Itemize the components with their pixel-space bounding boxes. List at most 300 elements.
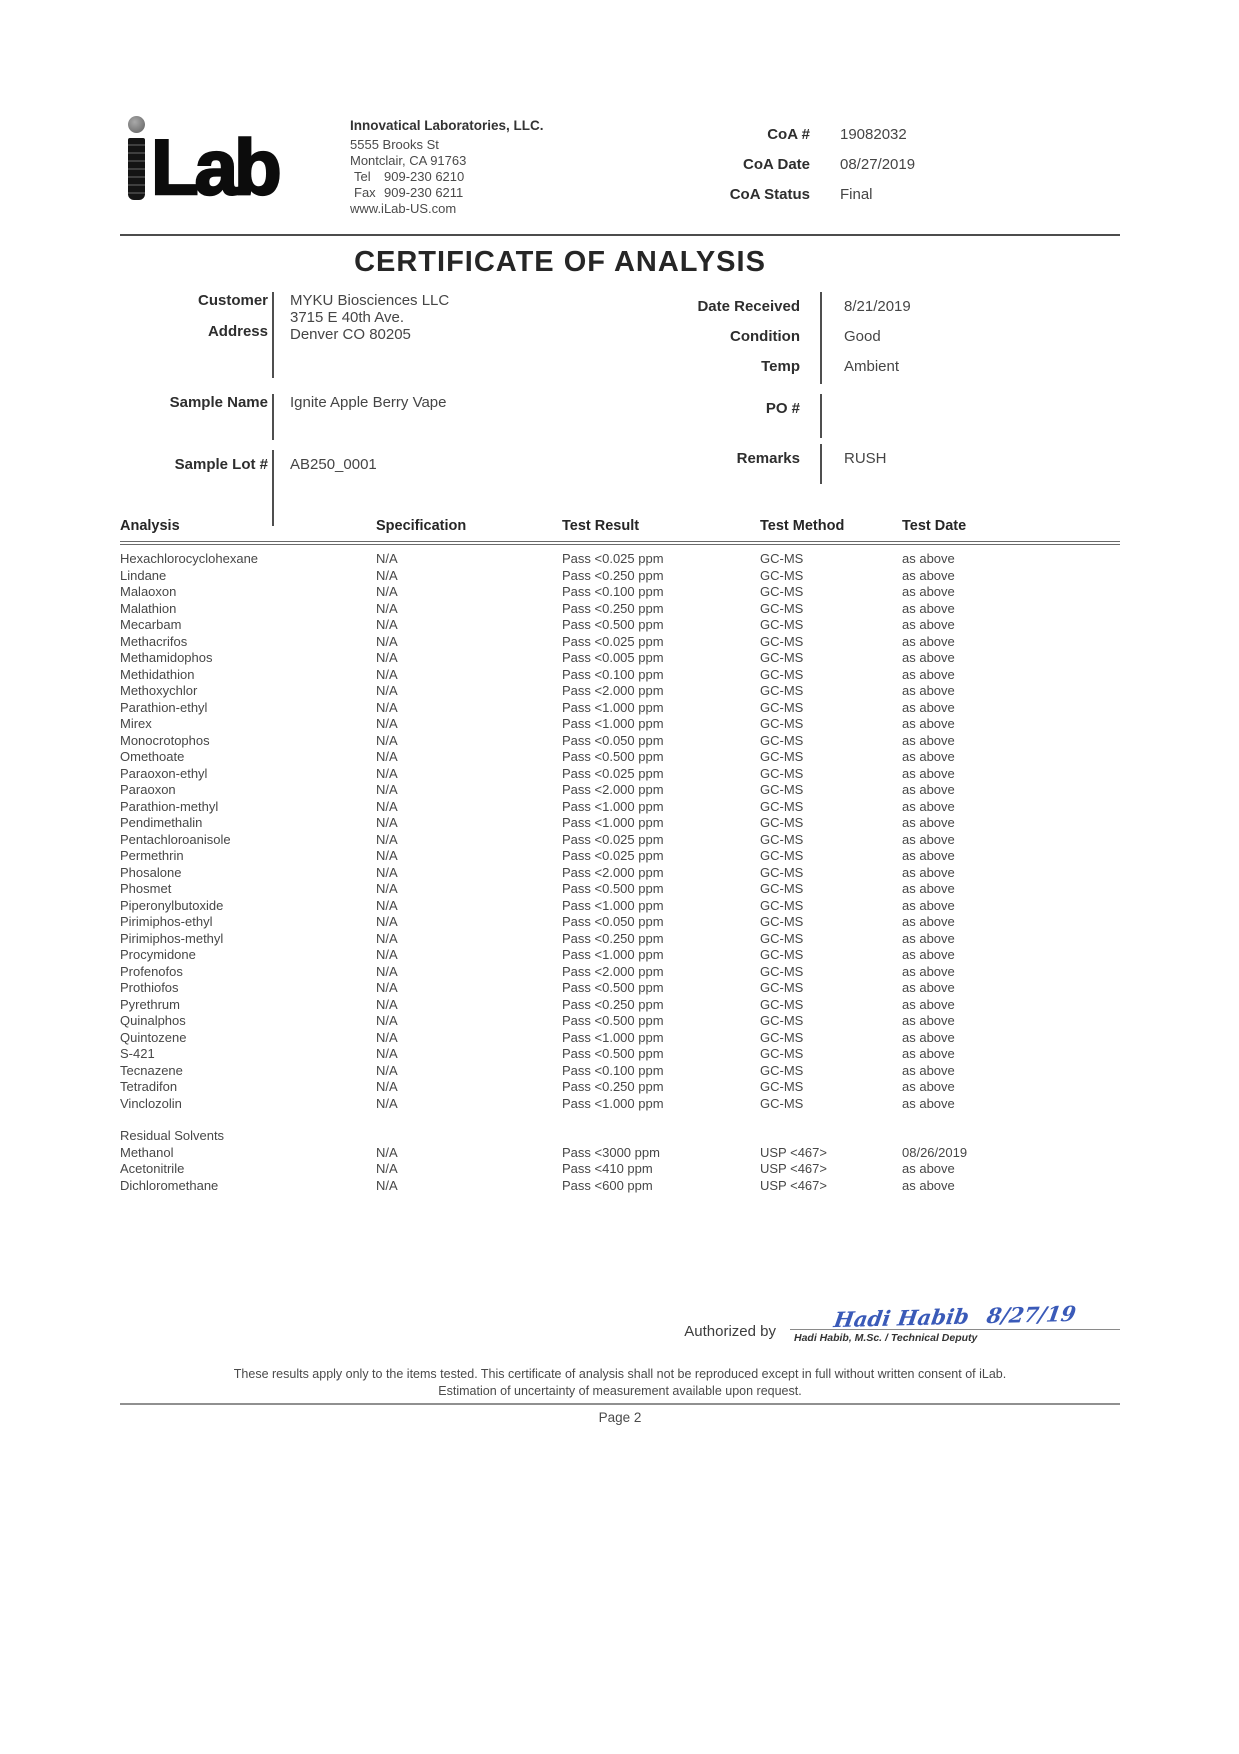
coa-date-value: 08/27/2019 <box>840 156 916 173</box>
temp-label: Temp <box>761 358 800 375</box>
cell-test-method: GC-MS <box>760 1095 804 1111</box>
cell-specification: N/A <box>376 584 398 599</box>
footer-divider <box>120 1403 1120 1405</box>
table-row <box>120 914 1120 931</box>
cell-test-result: Pass <0.050 ppm <box>562 914 664 929</box>
cell-analysis: Prothiofos <box>120 980 179 995</box>
table-row <box>120 1046 1120 1063</box>
coa-status-label: CoA Status <box>729 186 810 203</box>
cell-test-result: Pass <2.000 ppm <box>562 864 664 880</box>
logo-dot-icon <box>128 116 145 133</box>
cell-specification: N/A <box>376 749 398 764</box>
cell-test-method: GC-MS <box>760 765 804 781</box>
cell-specification: N/A <box>376 600 398 616</box>
cell-test-result: Pass <0.025 ppm <box>562 848 664 863</box>
cell-analysis: Pendimethalin <box>120 815 203 830</box>
po-block <box>660 394 1120 438</box>
cell-analysis: Profenofos <box>120 963 183 979</box>
cell-test-result: Pass <1.000 ppm <box>562 1029 664 1045</box>
cell-test-date: as above <box>902 765 955 781</box>
remarks-block <box>660 444 1120 484</box>
authorization-section <box>120 1300 1120 1344</box>
cell-test-method: GC-MS <box>760 1079 804 1094</box>
cell-test-date: as above <box>902 584 955 599</box>
cell-test-date: as above <box>902 897 955 913</box>
cell-specification: N/A <box>376 567 398 583</box>
address-label: Address <box>207 323 268 340</box>
cell-test-date: as above <box>902 963 955 979</box>
cell-specification: N/A <box>376 848 398 863</box>
cell-specification: N/A <box>376 699 398 715</box>
customer-name: MYKU Biosciences LLC <box>290 292 450 309</box>
cell-test-method: GC-MS <box>760 881 804 896</box>
table-row <box>120 650 1120 667</box>
col-test-result: Test Result <box>562 518 760 543</box>
cell-analysis: Methanol <box>120 1144 174 1160</box>
cell-test-method: GC-MS <box>760 699 804 715</box>
cell-test-result: Pass <0.250 ppm <box>562 600 664 616</box>
cell-analysis: Dichloromethane <box>120 1177 219 1193</box>
cell-test-method: USP <467> <box>760 1144 827 1160</box>
document-header <box>120 108 1120 232</box>
cell-test-result <box>562 1112 760 1128</box>
cell-specification: N/A <box>376 617 398 632</box>
sample-info-section <box>120 292 1120 512</box>
cell-specification: N/A <box>376 1161 398 1176</box>
cell-analysis: Pyrethrum <box>120 996 180 1012</box>
cell-test-method: GC-MS <box>760 1029 804 1045</box>
cell-test-result: Pass <0.025 ppm <box>562 551 664 566</box>
temp-value: Ambient <box>844 358 900 375</box>
cell-specification <box>376 1112 562 1128</box>
receiving-block <box>660 292 1120 384</box>
cell-test-result: Pass <0.025 ppm <box>562 831 664 847</box>
cell-analysis: Omethoate <box>120 749 185 764</box>
table-row <box>120 1013 1120 1030</box>
cell-test-result: Pass <0.250 ppm <box>562 1079 664 1094</box>
cell-test-date: as above <box>902 732 955 748</box>
coa-meta-block <box>640 120 1060 210</box>
po-value <box>820 394 1120 438</box>
cell-test-method: GC-MS <box>760 551 804 566</box>
cell-analysis: Paraoxon-ethyl <box>120 765 208 781</box>
cell-specification: N/A <box>376 798 398 814</box>
cell-analysis: Mecarbam <box>120 617 182 632</box>
cell-test-date: as above <box>902 699 955 715</box>
ilab-logo <box>128 116 278 212</box>
coa-number-label: CoA # <box>767 126 810 143</box>
cell-test-date: as above <box>902 1046 955 1061</box>
col-test-date: Test Date <box>902 518 1120 543</box>
cell-specification: N/A <box>376 633 398 649</box>
date-received-value: 8/21/2019 <box>844 298 911 315</box>
lab-address-line1: 5555 Brooks St <box>350 137 439 152</box>
cell-test-method: GC-MS <box>760 848 804 863</box>
cell-analysis: Pirimiphos-ethyl <box>120 914 213 929</box>
cell-test-method: GC-MS <box>760 947 804 962</box>
cell-test-result: Pass <0.500 ppm <box>562 881 664 896</box>
lab-contact-block <box>350 118 544 217</box>
table-row <box>120 1079 1120 1096</box>
table-row <box>120 568 1120 585</box>
cell-test-date: as above <box>902 633 955 649</box>
cell-analysis: Residual Solvents <box>120 1128 225 1143</box>
cell-analysis: Malaoxon <box>120 584 177 599</box>
cell-test-method: GC-MS <box>760 798 804 814</box>
logo-testtube-icon <box>128 116 145 200</box>
cell-specification: N/A <box>376 914 398 929</box>
cell-test-date: as above <box>902 980 955 995</box>
table-row <box>120 931 1120 948</box>
signature-block <box>790 1300 1120 1344</box>
customer-address-line1: 3715 E 40th Ave. <box>290 309 404 326</box>
cell-test-result: Pass <1.000 ppm <box>562 716 664 731</box>
tel-label: Tel <box>354 169 371 184</box>
cell-analysis <box>120 1112 376 1128</box>
cell-test-date: as above <box>902 1177 955 1193</box>
table-row <box>120 634 1120 651</box>
cell-specification <box>376 1128 562 1145</box>
authorized-by-label: Authorized by <box>684 1323 776 1340</box>
cell-test-date: as above <box>902 551 955 566</box>
cell-test-result: Pass <0.500 ppm <box>562 980 664 995</box>
table-row <box>120 1161 1120 1178</box>
cell-test-method: GC-MS <box>760 749 804 764</box>
cell-test-result <box>562 1128 760 1145</box>
cell-specification: N/A <box>376 716 398 731</box>
table-row <box>120 782 1120 799</box>
col-analysis: Analysis <box>120 518 376 543</box>
cell-test-method: GC-MS <box>760 567 804 583</box>
cell-specification: N/A <box>376 815 398 830</box>
cell-test-method: GC-MS <box>760 782 804 797</box>
cell-analysis: Methidathion <box>120 666 195 682</box>
cell-test-date <box>902 1128 1120 1145</box>
cell-test-result: Pass <2.000 ppm <box>562 963 664 979</box>
cell-test-date: as above <box>902 848 955 863</box>
cell-test-result: Pass <0.100 ppm <box>562 1062 664 1078</box>
cell-test-result: Pass <0.025 ppm <box>562 765 664 781</box>
table-row <box>120 898 1120 915</box>
cell-test-method: GC-MS <box>760 584 804 599</box>
cell-test-result: Pass <0.250 ppm <box>562 930 664 946</box>
cell-analysis: Paraoxon <box>120 782 176 797</box>
cell-specification: N/A <box>376 1062 398 1078</box>
cell-test-date: as above <box>902 716 955 731</box>
cell-test-date: as above <box>902 617 955 632</box>
cell-specification: N/A <box>376 980 398 995</box>
results-table-body <box>120 543 1120 1194</box>
table-row <box>120 584 1120 601</box>
cell-test-date: as above <box>902 1095 955 1111</box>
cell-analysis: Vinclozolin <box>120 1095 182 1111</box>
cell-analysis: Pirimiphos-methyl <box>120 930 224 946</box>
cell-test-method: GC-MS <box>760 617 804 632</box>
cell-specification: N/A <box>376 947 398 962</box>
cell-test-date: as above <box>902 798 955 814</box>
cell-specification: N/A <box>376 1079 398 1094</box>
coa-date-row <box>640 150 1060 180</box>
cell-analysis: Tetradifon <box>120 1079 178 1094</box>
cell-test-date: as above <box>902 815 955 830</box>
cell-test-method: GC-MS <box>760 897 804 913</box>
cell-test-method: GC-MS <box>760 732 804 748</box>
cell-test-date: as above <box>902 831 955 847</box>
cell-test-method <box>760 1112 902 1128</box>
signature-date-script: 8/27/19 <box>985 1300 1078 1329</box>
results-table <box>120 518 1120 1194</box>
page-title: CERTIFICATE OF ANALYSIS <box>354 246 766 278</box>
cell-analysis: Parathion-methyl <box>120 798 219 814</box>
cell-test-result: Pass <1.000 ppm <box>562 897 664 913</box>
cell-specification: N/A <box>376 864 398 880</box>
table-row <box>120 601 1120 618</box>
cell-test-method: USP <467> <box>760 1177 827 1193</box>
remarks-label: Remarks <box>736 450 800 467</box>
cell-specification: N/A <box>376 831 398 847</box>
cell-analysis: Mirex <box>120 716 152 731</box>
cell-test-date: as above <box>902 600 955 616</box>
table-row <box>120 964 1120 981</box>
col-specification: Specification <box>376 518 562 543</box>
col-test-method: Test Method <box>760 518 902 543</box>
cell-analysis: Permethrin <box>120 848 184 863</box>
customer-label: Customer <box>197 292 268 309</box>
cell-analysis: Quintozene <box>120 1029 187 1045</box>
cell-test-method: GC-MS <box>760 666 804 682</box>
cell-test-result: Pass <3000 ppm <box>562 1144 660 1160</box>
cell-test-result: Pass <410 ppm <box>562 1161 653 1176</box>
cell-test-date: as above <box>902 650 955 665</box>
table-row <box>120 1112 1120 1128</box>
coa-status-value: Final <box>840 186 873 203</box>
cell-test-result: Pass <0.500 ppm <box>562 749 664 764</box>
cell-test-result: Pass <1.000 ppm <box>562 1095 664 1111</box>
disclaimer-line2: Estimation of uncertainty of measurement available upon request. <box>438 1384 802 1398</box>
table-row <box>120 683 1120 700</box>
cell-test-method: GC-MS <box>760 980 804 995</box>
sample-lot-label: Sample Lot # <box>174 456 268 473</box>
cell-test-method: GC-MS <box>760 930 804 946</box>
customer-address-block <box>120 292 590 378</box>
table-row <box>120 815 1120 832</box>
cell-specification: N/A <box>376 1029 398 1045</box>
lab-company-name: Innovatical Laboratories, LLC. <box>350 118 544 133</box>
cell-test-result: Pass <0.500 ppm <box>562 617 664 632</box>
lab-tel-row <box>350 169 544 185</box>
table-header-row <box>120 518 1120 543</box>
table-row <box>120 947 1120 964</box>
cell-test-date: as above <box>902 996 955 1012</box>
cell-test-date: as above <box>902 1062 955 1078</box>
cell-analysis: Phosalone <box>120 864 182 880</box>
cell-test-date: as above <box>902 749 955 764</box>
cell-analysis: Procymidone <box>120 947 196 962</box>
cell-test-date: as above <box>902 782 955 797</box>
cell-test-date: as above <box>902 666 955 682</box>
cell-test-date: as above <box>902 914 955 929</box>
table-row <box>120 1178 1120 1195</box>
header-divider <box>120 234 1120 236</box>
cell-analysis: Piperonylbutoxide <box>120 897 224 913</box>
cell-specification: N/A <box>376 1095 398 1111</box>
cell-analysis: Acetonitrile <box>120 1161 185 1176</box>
sample-name-label: Sample Name <box>169 394 268 411</box>
signatory-title: Hadi Habib, M.Sc. / Technical Deputy <box>794 1332 978 1344</box>
table-row <box>120 543 1120 568</box>
table-row <box>120 980 1120 997</box>
cell-specification: N/A <box>376 732 398 748</box>
cell-specification: N/A <box>376 1144 398 1160</box>
table-row <box>120 1063 1120 1080</box>
cell-analysis: Tecnazene <box>120 1062 183 1078</box>
sample-lot-value: AB250_0001 <box>272 450 590 526</box>
cell-specification: N/A <box>376 666 398 682</box>
table-row <box>120 766 1120 783</box>
cell-test-method: GC-MS <box>760 600 804 616</box>
cell-specification: N/A <box>376 551 398 566</box>
lab-address-line2: Montclair, CA 91763 <box>350 153 467 168</box>
cell-test-date <box>902 1112 1120 1128</box>
table-row <box>120 1030 1120 1047</box>
sample-name-block <box>120 394 590 440</box>
cell-test-result: Pass <2.000 ppm <box>562 683 664 698</box>
table-row <box>120 700 1120 717</box>
cell-test-method: GC-MS <box>760 963 804 979</box>
remarks-value: RUSH <box>820 444 1120 484</box>
cell-test-result: Pass <0.025 ppm <box>562 633 664 649</box>
cell-test-date: as above <box>902 947 955 962</box>
coa-number-value: 19082032 <box>840 126 907 143</box>
lab-fax-row <box>350 185 544 201</box>
cell-analysis: S-421 <box>120 1046 155 1061</box>
cell-test-date: 08/26/2019 <box>902 1144 968 1160</box>
condition-label: Condition <box>730 328 800 345</box>
cell-analysis: Hexachlorocyclohexane <box>120 551 259 566</box>
cell-specification: N/A <box>376 782 398 797</box>
cell-test-result: Pass <0.500 ppm <box>562 1046 664 1061</box>
cell-test-date: as above <box>902 864 955 880</box>
cell-specification: N/A <box>376 930 398 946</box>
table-row <box>120 617 1120 634</box>
cell-analysis: Lindane <box>120 567 167 583</box>
receiving-info-column <box>660 292 1120 484</box>
table-row <box>120 733 1120 750</box>
table-row <box>120 1128 1120 1145</box>
coa-date-label: CoA Date <box>743 156 810 173</box>
cell-specification: N/A <box>376 897 398 913</box>
coa-status-row <box>640 180 1060 210</box>
signature-name-script: Hadi Habib <box>832 1303 971 1333</box>
lab-website: www.iLab-US.com <box>350 201 457 216</box>
customer-address-line2: Denver CO 80205 <box>290 326 411 343</box>
cell-test-method: GC-MS <box>760 716 804 731</box>
cell-test-result: Pass <0.100 ppm <box>562 584 664 599</box>
cell-test-date: as above <box>902 683 955 698</box>
cell-specification: N/A <box>376 1177 398 1193</box>
table-row <box>120 848 1120 865</box>
sample-lot-block <box>120 450 590 526</box>
cell-test-method: GC-MS <box>760 1013 804 1028</box>
table-row <box>120 799 1120 816</box>
cell-specification: N/A <box>376 996 398 1012</box>
cell-analysis: Pentachloroanisole <box>120 831 231 847</box>
cell-test-date: as above <box>902 930 955 946</box>
cell-test-result: Pass <600 ppm <box>562 1177 653 1193</box>
cell-test-result: Pass <1.000 ppm <box>562 815 664 830</box>
sample-name-value: Ignite Apple Berry Vape <box>272 394 590 440</box>
cell-test-date: as above <box>902 567 955 583</box>
condition-value: Good <box>844 328 881 345</box>
cell-specification: N/A <box>376 765 398 781</box>
cell-analysis: Methacrifos <box>120 633 188 649</box>
cell-test-result: Pass <0.250 ppm <box>562 996 664 1012</box>
cell-specification: N/A <box>376 1013 398 1028</box>
table-row <box>120 865 1120 882</box>
table-row <box>120 749 1120 766</box>
cell-test-method: GC-MS <box>760 650 804 665</box>
table-row <box>120 667 1120 684</box>
cell-test-result: Pass <0.005 ppm <box>562 650 664 665</box>
cell-test-method: GC-MS <box>760 815 804 830</box>
table-row <box>120 997 1120 1014</box>
page-number: Page 2 <box>598 1410 642 1425</box>
cell-test-method: USP <467> <box>760 1161 827 1176</box>
cell-test-result: Pass <0.250 ppm <box>562 567 664 583</box>
disclaimer-line1: These results apply only to the items tested. This certificate of analysis shall not be reproduced except in full without written consent of iLab. <box>233 1367 1007 1381</box>
cell-test-method: GC-MS <box>760 1046 804 1061</box>
cell-test-result: Pass <2.000 ppm <box>562 782 664 797</box>
document-footer <box>120 1366 1120 1425</box>
cell-test-method: GC-MS <box>760 633 804 649</box>
date-received-label: Date Received <box>697 298 800 315</box>
cell-test-method: GC-MS <box>760 683 804 698</box>
coa-number-row <box>640 120 1060 150</box>
cell-test-method: GC-MS <box>760 831 804 847</box>
cell-test-method <box>760 1128 902 1145</box>
cell-test-method: GC-MS <box>760 1062 804 1078</box>
logo-stem-icon <box>128 138 145 200</box>
customer-info-column <box>120 292 590 526</box>
cell-test-result: Pass <1.000 ppm <box>562 798 664 814</box>
fax-value: 909-230 6211 <box>384 185 464 200</box>
cell-specification: N/A <box>376 650 398 665</box>
table-row <box>120 716 1120 733</box>
po-label: PO # <box>765 400 800 417</box>
cell-specification: N/A <box>376 683 398 698</box>
cell-test-date: as above <box>902 1161 955 1176</box>
cell-analysis: Parathion-ethyl <box>120 699 208 715</box>
cell-analysis: Quinalphos <box>120 1013 186 1028</box>
tel-value: 909-230 6210 <box>384 169 465 184</box>
cell-analysis: Malathion <box>120 600 177 616</box>
table-row <box>120 832 1120 849</box>
fax-label: Fax <box>354 185 376 200</box>
cell-analysis: Methamidophos <box>120 650 213 665</box>
cell-test-date: as above <box>902 881 955 896</box>
cell-test-date: as above <box>902 1079 955 1094</box>
cell-test-result: Pass <1.000 ppm <box>562 699 664 715</box>
table-row <box>120 881 1120 898</box>
cell-test-result: Pass <0.500 ppm <box>562 1013 664 1028</box>
cell-analysis: Methoxychlor <box>120 683 198 698</box>
cell-specification: N/A <box>376 963 398 979</box>
table-row <box>120 1096 1120 1113</box>
cell-test-method: GC-MS <box>760 864 804 880</box>
cell-test-date: as above <box>902 1013 955 1028</box>
cell-test-method: GC-MS <box>760 996 804 1012</box>
cell-test-result: Pass <0.100 ppm <box>562 666 664 682</box>
